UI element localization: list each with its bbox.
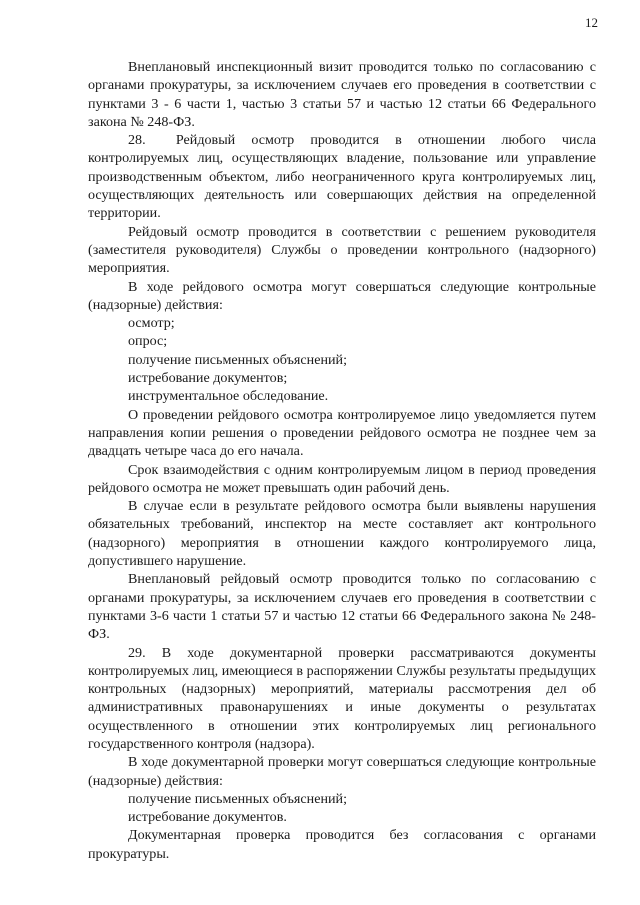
paragraph: В случае если в результате рейдового осмотра были выявлены нарушения обязательных требований, инспектор на месте составляет акт контрольного (надзорного) мероприятия в отношении каждого контролируемого лица, допустившего нарушение.: [88, 498, 596, 570]
page-number: 12: [585, 15, 598, 30]
paragraph: 29. В ходе документарной проверки рассматриваются документы контролируемых лиц, имеющиеся в распоряжении Службы результаты предыдущих контрольных (надзорных) мероприятий, материалы рассмотрения дел об административных правонарушениях и иные документы о результатах осуществленного в отношении этих контролируемых лиц регионального государственного контроля (надзора).: [88, 644, 596, 752]
list-item: осмотр;: [128, 315, 175, 332]
list-item: опрос;: [128, 333, 168, 350]
list-item: истребование документов.: [128, 809, 287, 826]
paragraph: О проведении рейдового осмотра контролируемое лицо уведомляется путем направления копии решения о проведении рейдового осмотра не позднее чем за двадцать четыре часа до его начала.: [88, 406, 596, 460]
paragraph: Внеплановый рейдовый осмотр проводится только по согласованию с органами прокуратуры, за исключением случаев его проведения в соответствии с пунктами 3-6 части 1 статьи 57 и частью 12 статьи 66 Федерального закона № 248-ФЗ.: [88, 571, 596, 643]
paragraph: 28. Рейдовый осмотр проводится в отношении любого числа контролируемых лиц, осуществляющих владение, пользование или управление производственным объектом, либо неограниченного круга контролируемых лиц, осуществляющих деятельность или совершающих действия на определенной территории.: [88, 132, 596, 222]
paragraph: Внеплановый инспекционный визит проводится только по согласованию с органами прокуратуры, за исключением случаев его проведения в соответствии с пунктами 3 - 6 части 1, частью 3 статьи 57 и частью 12 статьи 66 Федерального закона № 248-ФЗ.: [88, 59, 596, 130]
document-body: [88, 58, 596, 863]
list-item: истребование документов;: [128, 370, 288, 387]
paragraph: Срок взаимодействия с одним контролируемым лицом в период проведения рейдового осмотра не может превышать один рабочий день.: [88, 461, 596, 496]
paragraph: Рейдовый осмотр проводится в соответствии с решением руководителя (заместителя руководителя) Службы о проведении контрольного (надзорного) мероприятия.: [88, 223, 596, 277]
paragraph: Документарная проверка проводится без согласования с органами прокуратуры.: [88, 827, 596, 862]
list-item: получение письменных объяснений;: [128, 351, 347, 368]
paragraph: В ходе рейдового осмотра могут совершаться следующие контрольные (надзорные) действия:: [88, 278, 596, 313]
list-item: инструментальное обследование.: [128, 388, 329, 405]
paragraph: В ходе документарной проверки могут совершаться следующие контрольные (надзорные) действия:: [88, 754, 596, 789]
list-item: получение письменных объяснений;: [128, 790, 347, 807]
